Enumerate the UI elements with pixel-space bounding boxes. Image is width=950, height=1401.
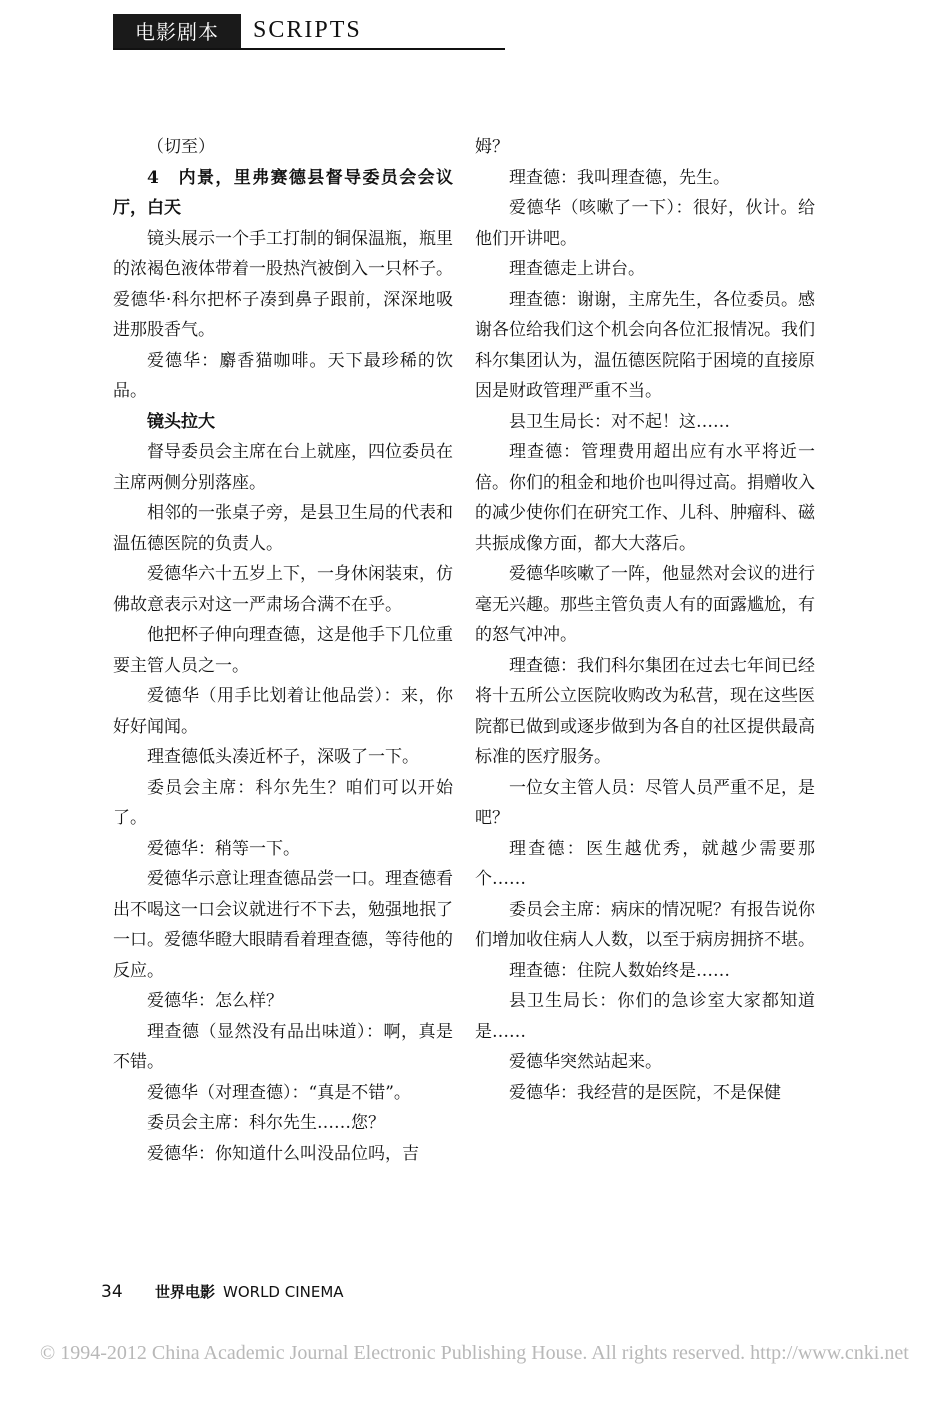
script-paragraph: 理查德：我们科尔集团在过去七年间已经将十五所公立医院收购改为私营，现在这些医院都已做到或逐步做到为各自的社区提供最高标准的医疗服务。	[475, 655, 815, 767]
script-paragraph: 一位女主管人员：尽管人员严重不足，是吧？	[475, 777, 815, 828]
script-paragraph: 委员会主席：科尔先生……您？	[147, 1113, 385, 1133]
script-paragraph: 爱德华：怎么样？	[147, 991, 283, 1011]
script-paragraph: 县卫生局长：对不起！这……	[509, 411, 730, 432]
script-paragraph: 理查德低头凑近杯子，深吸了一下。	[147, 747, 419, 767]
left-column	[113, 132, 453, 1169]
page-number: 34	[101, 1282, 123, 1302]
script-paragraph: 4 内景，里弗赛德县督导委员会会议厅，白天	[113, 167, 453, 218]
right-column	[475, 132, 815, 1108]
copyright-notice: © 1994-2012 China Academic Journal Electronic Publishing House. All rights reserved. http://www.cnki.net	[40, 1342, 909, 1364]
script-paragraph: 督导委员会主席在台上就座，四位委员在主席两侧分别落座。	[113, 442, 453, 493]
header-rule	[113, 48, 505, 50]
page-footer	[101, 1280, 344, 1304]
script-paragraph: 爱德华（咳嗽了一下）：很好，伙计。给他们开讲吧。	[475, 198, 815, 249]
script-paragraph: 理查德：我叫理查德，先生。	[509, 167, 730, 188]
script-paragraph: 理查德走上讲台。	[509, 259, 645, 279]
section-tag: 电影剧本	[113, 14, 241, 50]
script-paragraph: 爱德华示意让理查德品尝一口。理查德看出不喝这一口会议就进行不下去，勉强地抿了一口。爱德华瞪大眼睛看着理查德，等待他的反应。	[113, 869, 453, 981]
script-paragraph: 爱德华：麝香猫咖啡。天下最珍稀的饮品。	[113, 350, 453, 401]
script-paragraph: 理查德（显然没有品出味道）：啊，真是不错。	[113, 1021, 453, 1072]
magazine-name-cn: 世界电影	[155, 1283, 216, 1301]
script-paragraph: 爱德华：我经营的是医院，不是保健	[509, 1082, 781, 1103]
magazine-name-en: WORLD CINEMA	[223, 1283, 344, 1301]
section-title: SCRIPTS	[253, 17, 362, 43]
script-paragraph: 理查德：住院人数始终是……	[509, 960, 730, 981]
script-paragraph: 爱德华（用手比划着让他品尝）：来，你好好闻闻。	[113, 686, 453, 737]
script-paragraph: 镜头拉大	[147, 411, 215, 432]
script-paragraph: 委员会主席：科尔先生？咱们可以开始了。	[113, 777, 453, 828]
script-paragraph: 爱德华：稍等一下。	[147, 838, 300, 859]
script-paragraph: 爱德华（对理查德）：“真是不错”。	[147, 1082, 411, 1103]
script-paragraph: 理查德：管理费用超出应有水平将近一倍。你们的租金和地价也叫得过高。捐赠收入的减少使你们在研究工作、儿科、肿瘤科、磁共振成像方面，都大大落后。	[475, 442, 815, 554]
script-paragraph: 相邻的一张桌子旁，是县卫生局的代表和温伍德医院的负责人。	[113, 503, 453, 554]
script-paragraph: 理查德：医生越优秀，就越少需要那个……	[475, 838, 815, 889]
script-paragraph: 镜头展示一个手工打制的铜保温瓶，瓶里的浓褐色液体带着一股热汽被倒入一只杯子。爱德华·科尔把杯子凑到鼻子跟前，深深地吸进那股香气。	[113, 228, 453, 340]
script-paragraph: 委员会主席：病床的情况呢？有报告说你们增加收住病人人数，以至于病房拥挤不堪。	[475, 899, 815, 950]
script-paragraph: 县卫生局长：你们的急诊室大家都知道是……	[475, 991, 815, 1042]
script-paragraph: 爱德华：你知道什么叫没品位吗，吉	[147, 1143, 419, 1164]
script-paragraph: 姆？	[475, 137, 509, 157]
script-paragraph: 爱德华六十五岁上下，一身休闲装束，仿佛故意表示对这一严肃场合满不在乎。	[113, 564, 453, 615]
script-paragraph: （切至）	[147, 137, 215, 157]
script-paragraph: 爱德华咳嗽了一阵，他显然对会议的进行毫无兴趣。那些主管负责人有的面露尴尬，有的怒气冲冲。	[475, 564, 815, 645]
script-paragraph: 他把杯子伸向理查德，这是他手下几位重要主管人员之一。	[113, 625, 453, 676]
script-paragraph: 爱德华突然站起来。	[509, 1052, 662, 1072]
section-header	[113, 10, 505, 50]
script-paragraph: 理查德：谢谢，主席先生，各位委员。感谢各位给我们这个机会向各位汇报情况。我们科尔集团认为，温伍德医院陷于困境的直接原因是财政管理严重不当。	[475, 289, 815, 401]
